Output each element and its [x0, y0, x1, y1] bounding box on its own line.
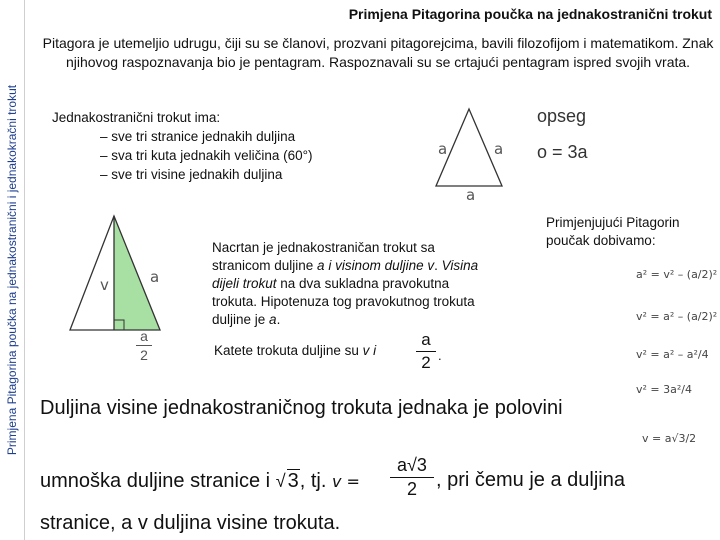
- property-item: – sve tri visine jednakih duljina: [100, 167, 283, 182]
- small-triangle-side-right: a: [494, 140, 504, 158]
- katete-end: .: [438, 348, 442, 363]
- half-side-num: a: [140, 328, 148, 344]
- pythagoras-heading: Primjenjujući Pitagorin poučak dobivamo:: [546, 215, 680, 248]
- conclusion-line-3: stranice, a v duljina visine trokuta.: [40, 512, 341, 534]
- conclusion-line-2: umnoška duljine stranice i √ 3, tj. v =: [40, 470, 360, 492]
- conclusion-fraction: a√3 2: [390, 455, 434, 500]
- properties-list: [52, 108, 313, 184]
- big-triangle-figure: [66, 210, 196, 340]
- half-side-den: 2: [140, 347, 148, 363]
- equation-1: a² = v² – (a/2)²: [636, 268, 718, 281]
- small-triangle-side-left: a: [438, 140, 448, 158]
- perimeter-label: opseg: [537, 106, 587, 126]
- property-item: – sve tri stranice jednakih duljina: [100, 129, 296, 144]
- katete-line: Katete trokuta duljine su v i: [214, 343, 377, 358]
- perimeter-formula: o = 3a: [537, 142, 588, 162]
- property-item: – sva tri kuta jednakih veličina (60°): [100, 148, 313, 163]
- hypotenuse-label: a: [150, 268, 160, 286]
- sidebar: [0, 0, 25, 540]
- conclusion-line-1: Duljina visine jednakostraničnog trokuta jednaka je polovini: [40, 397, 563, 419]
- sidebar-title: Primjena Pitagorina poučka na jednakostranični i jednakokračni trokut: [5, 84, 19, 456]
- katete-fraction: a 2: [416, 330, 436, 373]
- equation-2: v² = a² – (a/2)²: [636, 310, 718, 323]
- small-triangle-side-bottom: a: [466, 186, 476, 204]
- page-title: Primjena Pitagorina poučka na jednakostranični trokut: [348, 6, 712, 22]
- half-side-fraction: [136, 328, 152, 363]
- height-label: v: [100, 276, 109, 294]
- equation-5: v = a√3/2: [642, 432, 697, 445]
- equation-3: v² = a² – a²/4: [636, 348, 709, 361]
- intro-paragraph: Pitagora je utemeljio udrugu, čiji su se članovi, prozvani pitagorejcima, bavili filozofijom i matematikom. Znak njihovog raspoznavanja bio je pentagram. Raspoznavali su se crtajući pentagram ispred svojih vrata.: [42, 35, 714, 70]
- properties-heading: Jednakostranični trokut ima:: [52, 110, 221, 125]
- description-paragraph: Nacrtan je jednakostraničan trokut sa stranicom duljine a i visinom duljine v. Visina dijeli trokut na dva sukladna pravokutna trokuta. Hipotenuza tog pravokutnog trokuta duljine je a.: [212, 240, 479, 327]
- conclusion-line-2-end: , pri čemu je a duljina: [436, 469, 625, 491]
- equation-4: v² = 3a²/4: [636, 383, 692, 396]
- small-triangle-figure: [420, 104, 530, 204]
